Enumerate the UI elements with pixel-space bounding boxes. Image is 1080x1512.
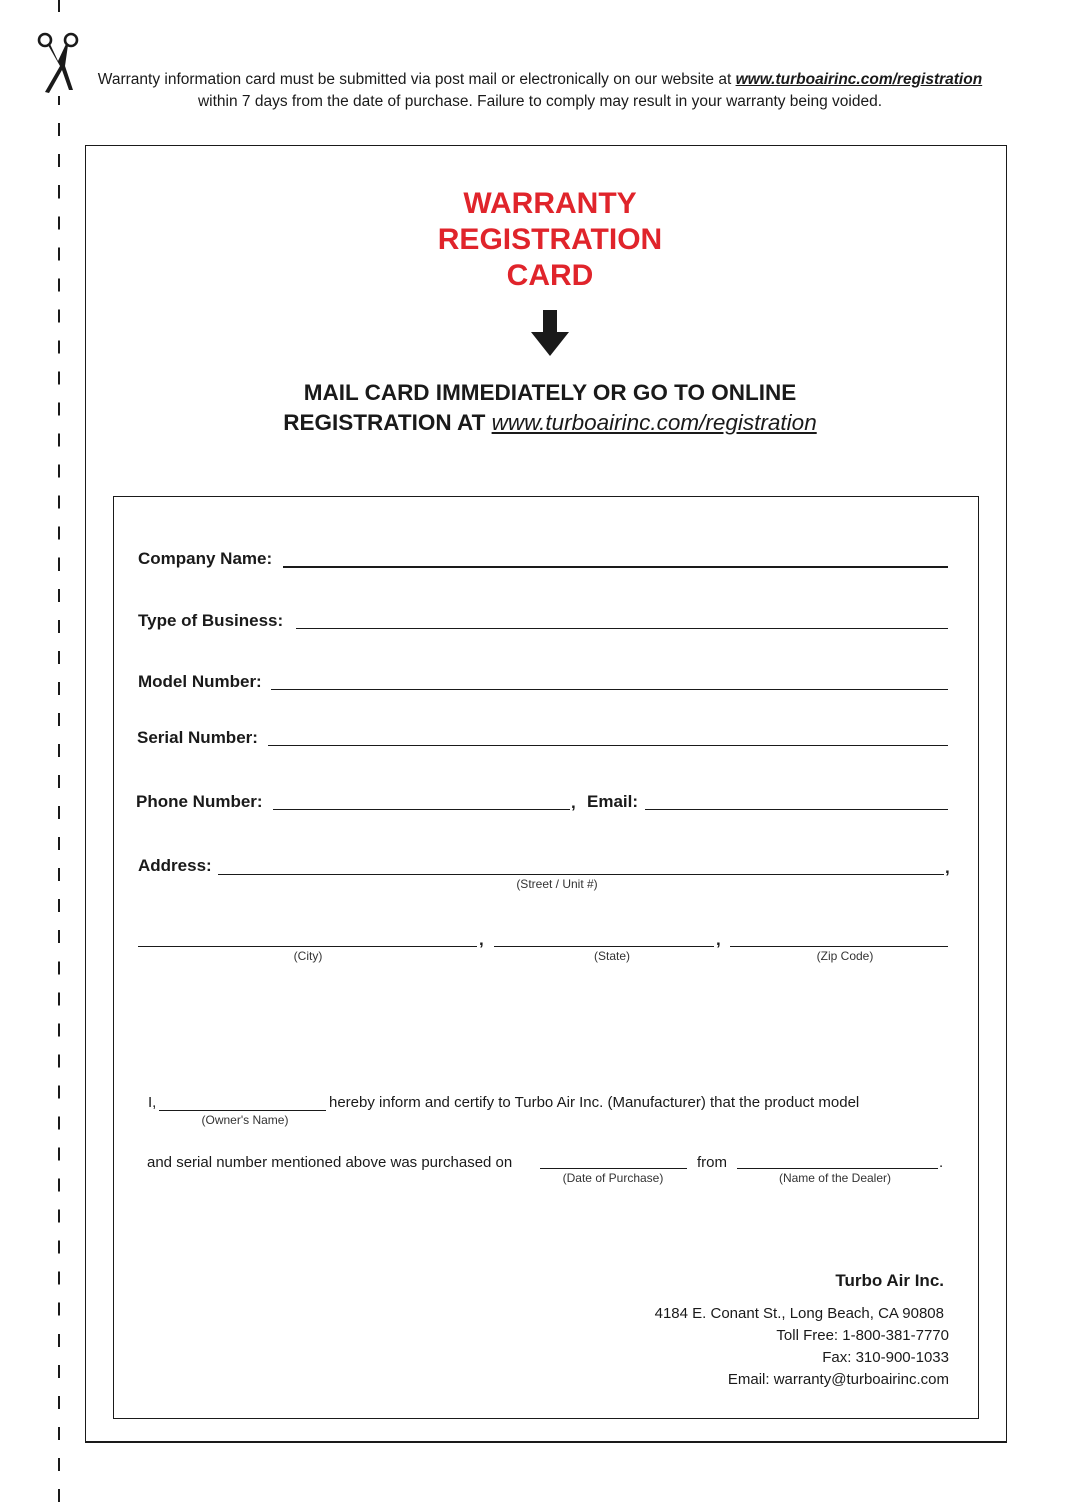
notice-line2: within 7 days from the date of purchase. Failure to comply may result in your warranty being voided. [197, 93, 883, 110]
street-field[interactable] [218, 874, 944, 875]
notice-url-link[interactable]: www.turboairinc.com/registration [735, 71, 983, 88]
toll-free-number: Toll Free: 1-800-381-7770 [776, 1327, 949, 1344]
model-number-label: Model Number: [138, 672, 262, 691]
address-label: Address: [138, 856, 212, 875]
state-field[interactable] [494, 946, 714, 947]
phone-number-label: Phone Number: [136, 792, 263, 811]
city-hint: (City) [293, 949, 323, 963]
cert-from: from [697, 1154, 727, 1171]
zip-code-field[interactable] [730, 946, 948, 947]
serial-number-label: Serial Number: [137, 728, 258, 747]
scissors-icon [36, 28, 80, 96]
company-name: Turbo Air Inc. [835, 1271, 944, 1290]
mail-line1: MAIL CARD IMMEDIATELY OR GO TO ONLINE [303, 380, 797, 405]
mail-line2-prefix: REGISTRATION AT [283, 410, 492, 435]
city-field[interactable] [138, 946, 477, 947]
street-hint: (Street / Unit #) [516, 877, 598, 891]
notice-line1: Warranty information card must be submitted via post mail or electronically on our website at [97, 71, 736, 88]
cert-sentence1: hereby inform and certify to Turbo Air Inc. (Manufacturer) that the product model [329, 1094, 860, 1111]
mail-instruction [85, 378, 1015, 438]
cert-sentence2: and serial number mentioned above was purchased on [147, 1154, 513, 1171]
title-line3: CARD [506, 259, 594, 292]
date-of-purchase-field[interactable] [540, 1168, 687, 1169]
company-name-label: Company Name: [138, 549, 273, 568]
type-of-business-field[interactable] [296, 628, 948, 629]
owner-name-field[interactable] [159, 1110, 326, 1111]
cert-i: I, [148, 1094, 157, 1111]
email-field[interactable] [645, 809, 948, 810]
phone-number-field[interactable] [273, 809, 570, 810]
state-hint: (State) [593, 949, 630, 963]
email-label: Email: [587, 792, 639, 811]
down-arrow-icon [531, 310, 569, 356]
title-line2: REGISTRATION [437, 223, 663, 256]
date-of-purchase-hint: (Date of Purchase) [562, 1171, 664, 1185]
card-bottom-rule [85, 1441, 1007, 1443]
model-number-field[interactable] [271, 689, 948, 690]
state-comma: , [716, 930, 721, 949]
owner-name-hint: (Owner's Name) [201, 1113, 289, 1127]
fax-number: Fax: 310-900-1033 [822, 1349, 949, 1366]
card-title [85, 186, 1015, 294]
type-of-business-label: Type of Business: [138, 611, 284, 630]
phone-comma: , [571, 793, 576, 812]
contact-email[interactable]: Email: warranty@turboairinc.com [727, 1371, 949, 1388]
zip-code-hint: (Zip Code) [816, 949, 874, 963]
cut-line [58, 0, 60, 1512]
cert-period: . [939, 1154, 944, 1171]
title-line1: WARRANTY [463, 187, 637, 220]
warranty-notice [80, 69, 1000, 113]
address-comma: , [945, 858, 950, 877]
company-address: 4184 E. Conant St., Long Beach, CA 90808 [654, 1305, 944, 1322]
registration-link[interactable]: www.turboairinc.com/registration [491, 410, 817, 435]
dealer-name-field[interactable] [737, 1168, 938, 1169]
serial-number-field[interactable] [268, 745, 948, 746]
city-comma: , [479, 930, 484, 949]
dealer-name-hint: (Name of the Dealer) [778, 1171, 892, 1185]
company-name-field[interactable] [283, 566, 948, 568]
